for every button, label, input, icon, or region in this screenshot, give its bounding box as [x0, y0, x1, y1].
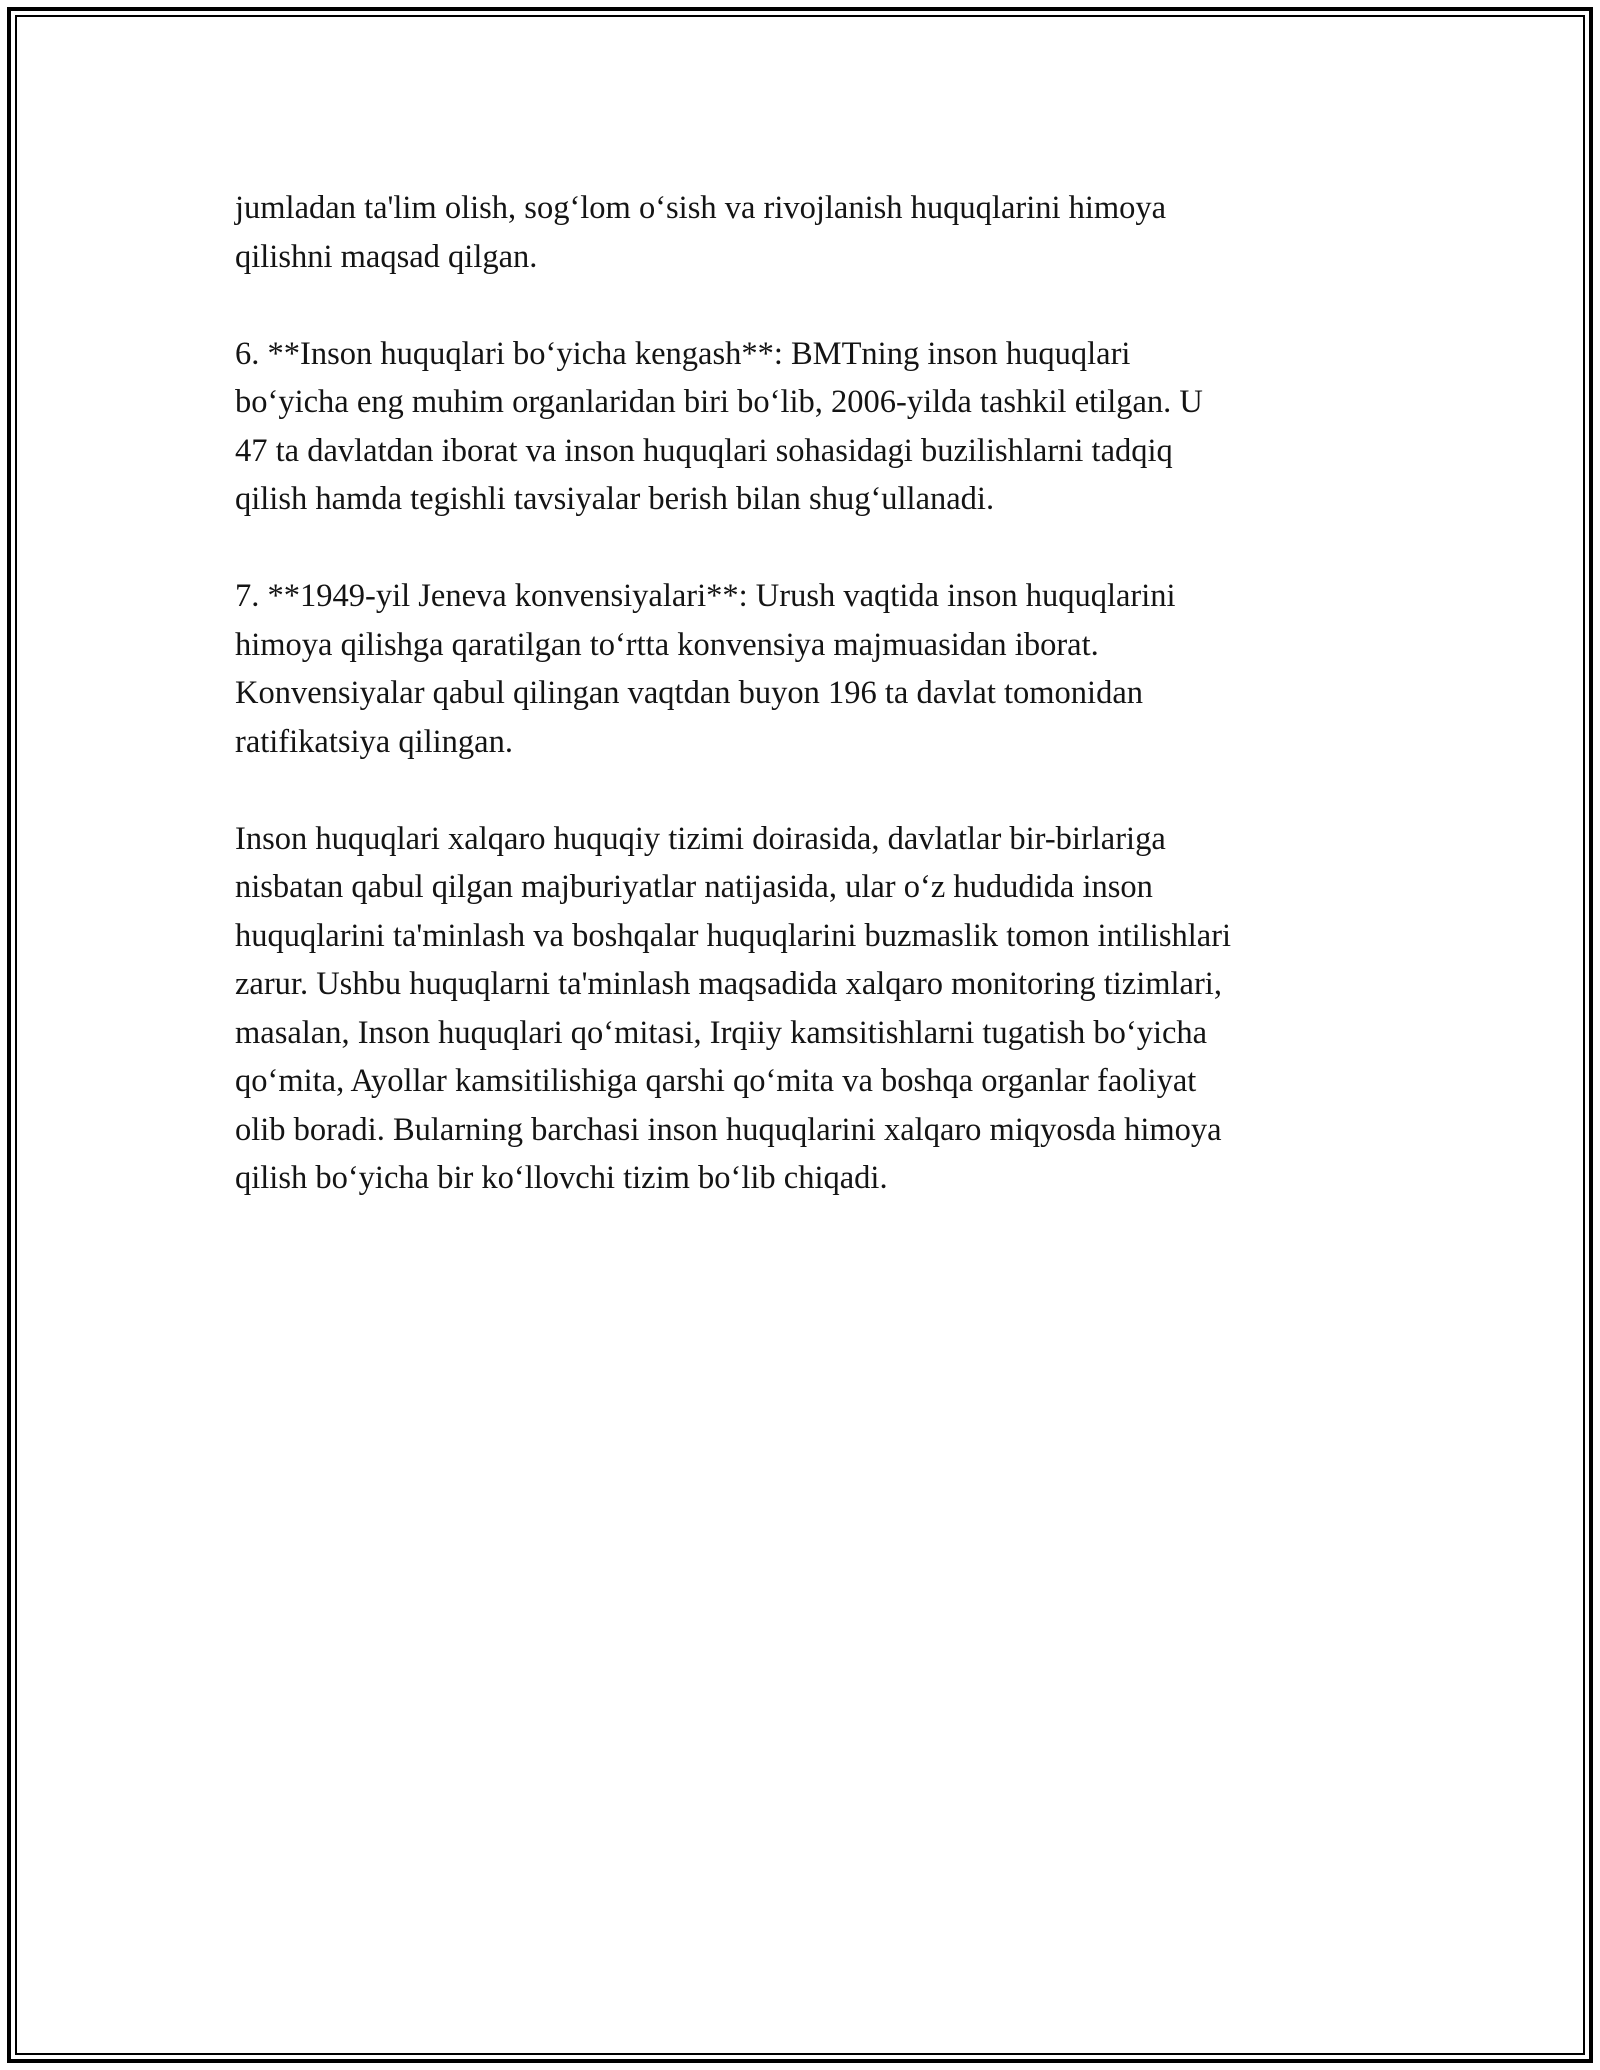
text-line: jumladan ta'lim olish, sog‘lom o‘sish va rivojlanish huquqlarini himoya [235, 190, 1167, 226]
text-line: ratifikatsiya qilingan. [235, 723, 513, 760]
paragraph-item-6 [235, 330, 1365, 524]
text-line: himoya qilishga qaratilgan to‘rtta konvensiya majmuasidan iborat. [235, 626, 1099, 663]
text-line: 47 ta davlatdan iborat va inson huquqlari sohasidagi buzilishlarni tadqiq [235, 432, 1173, 469]
paragraph-item-7 [235, 572, 1365, 766]
text-line: qilish bo‘yicha bir ko‘llovchi tizim bo‘lib chiqadi. [235, 1160, 888, 1196]
text-line: qo‘mita, Ayollar kamsitilishiga qarshi qo‘mita va boshqa organlar faoliyat [235, 1063, 1197, 1099]
text-line: masalan, Inson huquqlari qo‘mitasi, Irqiiy kamsitishlarni tugatish bo‘yicha [235, 1014, 1208, 1051]
text-line: nisbatan qabul qilgan majburiyatlar natijasida, ular o‘z hududida inson [235, 869, 1153, 905]
paragraph-continuation [235, 184, 1365, 281]
text-line: zarur. Ushbu huquqlarni ta'minlash maqsadida xalqaro monitoring tizimlari, [235, 966, 1222, 1002]
text-line: Konvensiyalar qabul qilingan vaqtdan buyon 196 ta davlat tomonidan [235, 675, 1144, 711]
text-line: huquqlarini ta'minlash va boshqalar huquqlarini buzmaslik tomon intilishlari [235, 917, 1232, 954]
text-line: Inson huquqlari xalqaro huquqiy tizimi doirasida, davlatlar bir-birlariga [235, 820, 1166, 857]
text-line: bo‘yicha eng muhim organlaridan biri bo‘lib, 2006-yilda tashkil etilgan. U [235, 384, 1203, 420]
document-body [235, 184, 1365, 1251]
text-line: 6. **Inson huquqlari bo‘yicha kengash**: BMTning inson huquqlari [235, 335, 1131, 372]
text-line: 7. **1949-yil Jeneva konvensiyalari**: Urush vaqtida inson huquqlarini [235, 578, 1176, 614]
paragraph-conclusion [235, 815, 1365, 1203]
text-line: qilish hamda tegishli tavsiyalar berish bilan shug‘ullanadi. [235, 481, 995, 517]
text-line: olib boradi. Bularning barchasi inson huquqlarini xalqaro miqyosda himoya [235, 1111, 1222, 1148]
text-line: qilishni maqsad qilgan. [235, 238, 538, 275]
